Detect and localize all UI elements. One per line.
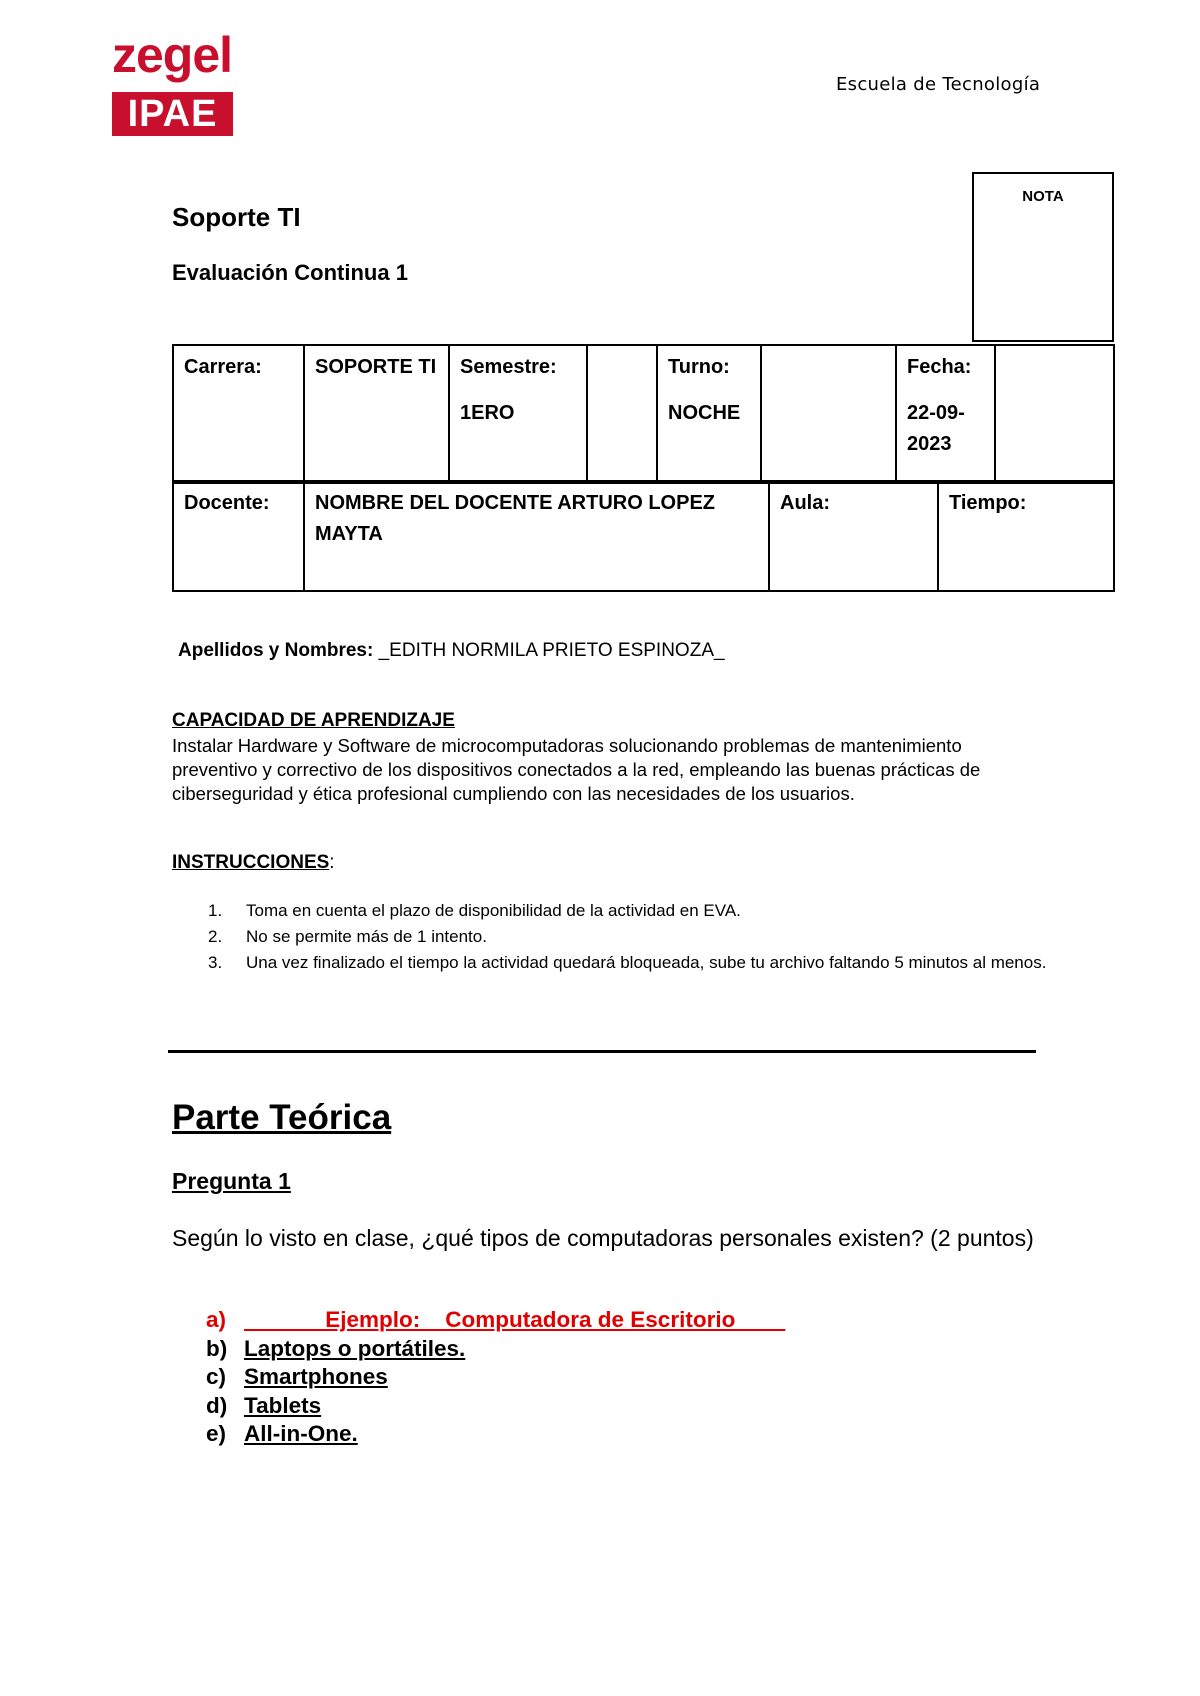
semestre-blank-cell [587,345,657,483]
turno-blank-cell [761,345,896,483]
pregunta-title: Pregunta 1 [172,1168,291,1194]
section-divider [168,1050,1036,1053]
list-item-text: Una vez finalizado el tiempo la actividad quedará bloqueada, sube tu archivo faltando 5 minutos al menos. [246,953,1047,972]
answer-letter: e) [206,1421,227,1446]
student-line [178,640,725,662]
course-title: Soporte TI [172,202,301,232]
school-name: Escuela de Tecnología [836,74,1041,95]
nota-box [972,172,1114,342]
capacidad-title: CAPACIDAD DE APRENDIZAJE [172,710,455,731]
parte-title: Parte Teórica [172,1098,392,1137]
info-table-row-1 [172,344,1115,484]
answer-item [172,1392,785,1421]
docente-label-cell [173,481,304,591]
answer-text: Ejemplo: Computadora de Escritorio [244,1307,786,1332]
answer-item [172,1335,785,1364]
semestre-cell [449,345,587,483]
answer-letter: a) [206,1307,227,1332]
carrera-value-cell [304,345,449,483]
logo-ipae: IPAE [112,92,233,136]
docente-label: Docente: [184,492,270,514]
instrucciones-list [172,898,1052,976]
answers-list [172,1306,785,1449]
tiempo-cell [938,481,1114,591]
carrera-label: Carrera: [184,356,262,378]
instrucciones-heading [172,852,335,874]
answer-text: All-in-One. [244,1421,358,1446]
turno-label: Turno: [668,356,730,378]
student-name: _EDITH NORMILA PRIETO ESPINOZA_ [373,640,725,661]
answer-letter: b) [206,1335,228,1361]
aula-label: Aula: [780,492,830,514]
list-item-text: Toma en cuenta el plazo de disponibilidad de la actividad en EVA. [246,901,741,920]
pregunta-text: Según lo visto en clase, ¿qué tipos de computadoras personales existen? (2 puntos) [172,1225,1034,1251]
instrucciones-colon: : [329,852,335,873]
carrera-value: SOPORTE TI [315,356,437,378]
list-item [172,950,1052,976]
semestre-label: Semestre: [460,356,557,378]
tiempo-label: Tiempo: [949,492,1027,514]
list-item-number: 3. [208,953,223,972]
instrucciones-title: INSTRUCCIONES [172,852,330,873]
capacidad-text: Instalar Hardware y Software de microcomputadoras solucionando problemas de mantenimiento preventivo y correctivo de los dispositivos conectados a la red, empleando las buenas prácticas de ciberseguridad y ética profesional cumpliendo con las necesidades de los usuarios. [172,735,981,804]
evaluation-title: Evaluación Continua 1 [172,260,408,285]
student-label: Apellidos y Nombres: [178,640,374,661]
list-item-number: 1. [208,901,223,920]
fecha-value: 22-09-2023 [907,402,965,455]
answer-text: Tablets [244,1392,322,1418]
list-item-text: No se permite más de 1 intento. [246,927,487,946]
semestre-value: 1ERO [460,402,515,424]
answer-text: Smartphones [244,1364,388,1389]
answer-letter: d) [206,1392,228,1418]
docente-value: NOMBRE DEL DOCENTE ARTURO LOPEZ MAYTA [315,492,716,545]
turno-value: NOCHE [668,402,741,424]
fecha-cell [896,345,995,483]
fecha-label: Fecha: [907,356,972,378]
list-item [172,924,1052,950]
answer-text: Laptops o portátiles. [244,1335,466,1361]
nota-label: NOTA [1022,188,1064,205]
logo-zegel: zegel [112,27,233,83]
fecha-blank-cell [995,345,1114,483]
answer-item-example [172,1306,785,1335]
list-item [172,898,1052,924]
answer-item [172,1363,785,1392]
turno-cell [657,345,761,483]
aula-cell [769,481,938,591]
answer-item [172,1420,785,1449]
carrera-label-cell [173,345,304,483]
answer-letter: c) [206,1364,227,1389]
info-table-row-2 [172,480,1115,592]
list-item-number: 2. [208,927,223,946]
docente-value-cell [304,481,769,591]
